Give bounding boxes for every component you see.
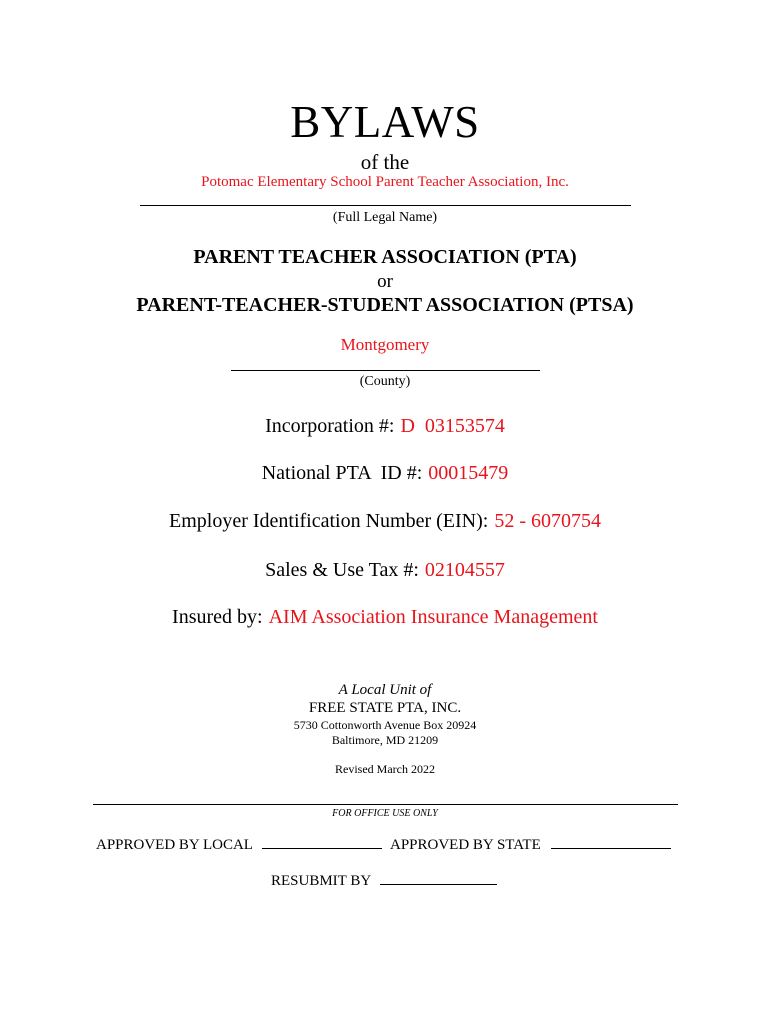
revised-date: Revised March 2022 — [335, 762, 435, 776]
county-caption: (County) — [359, 374, 411, 389]
insured-line — [0, 606, 770, 629]
sales-tax-line — [0, 559, 770, 582]
sales-tax-label: Sales & Use Tax #: — [265, 559, 419, 581]
ein-value: 52 - 6070754 — [494, 510, 601, 532]
approved-local-field[interactable] — [262, 836, 382, 849]
parent-org-name: FREE STATE PTA, INC. — [308, 700, 462, 716]
approved-state-row — [390, 836, 671, 854]
approved-state-field[interactable] — [551, 836, 671, 849]
insured-value: AIM Association Insurance Management — [268, 606, 598, 628]
approved-local-row — [96, 836, 382, 854]
legal-name-rule — [140, 205, 631, 206]
parent-org-address: 5730 Cottonworth Avenue Box 20924 — [293, 718, 477, 732]
pta-heading: PARENT TEACHER ASSOCIATION (PTA) — [193, 246, 577, 268]
sales-tax-value: 02104557 — [424, 559, 505, 581]
ptsa-heading: PARENT-TEACHER-STUDENT ASSOCIATION (PTSA) — [136, 294, 634, 316]
resubmit-row — [271, 872, 497, 890]
of-the-text: of the — [360, 150, 410, 174]
legal-name-caption: (Full Legal Name) — [332, 210, 438, 225]
local-unit-text: A Local Unit of — [338, 682, 432, 698]
approved-local-label: APPROVED BY LOCAL — [96, 837, 253, 853]
national-pta-value: 00015479 — [428, 462, 509, 484]
insured-label: Insured by: — [172, 606, 263, 628]
national-pta-line — [0, 462, 770, 485]
county-rule — [231, 370, 540, 371]
incorporation-line — [0, 415, 770, 438]
national-pta-label: National PTA ID #: — [261, 462, 423, 484]
parent-org-city: Baltimore, MD 21209 — [331, 733, 439, 747]
office-divider — [93, 804, 678, 805]
incorporation-label: Incorporation #: — [265, 415, 395, 437]
office-use-caption: FOR OFFICE USE ONLY — [332, 808, 438, 819]
incorporation-value: D 03153574 — [400, 415, 505, 437]
ein-line — [0, 510, 770, 533]
ein-label: Employer Identification Number (EIN): — [168, 510, 489, 532]
approved-state-label: APPROVED BY STATE — [390, 837, 541, 853]
resubmit-field[interactable] — [380, 872, 497, 885]
legal-name-value: Potomac Elementary School Parent Teacher Association, Inc. — [201, 174, 569, 190]
or-text: or — [377, 271, 393, 292]
county-value: Montgomery — [340, 335, 430, 354]
document-title: BYLAWS — [290, 97, 480, 147]
resubmit-label: RESUBMIT BY — [271, 873, 371, 889]
